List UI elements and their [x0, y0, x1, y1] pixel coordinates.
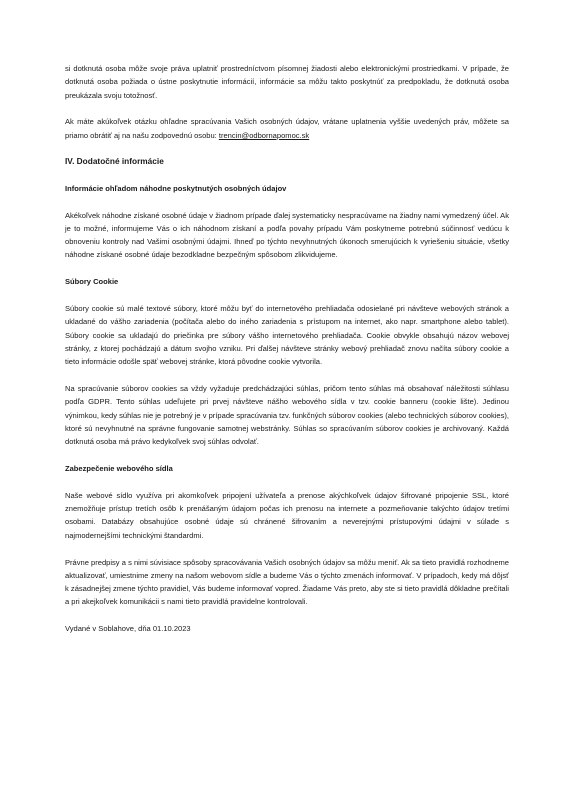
- section-title: IV. Dodatočné informácie: [65, 156, 164, 167]
- contact-text: Ak máte akúkoľvek otázku ohľadne spracúvania Vašich osobných údajov, vrátane uplatnenia vyššie uvedených práv, môžete sa priamo obrátiť aj na našu zodpovednú osobu:: [65, 117, 509, 140]
- cookies-paragraph-1: Súbory cookie sú malé textové súbory, ktoré môžu byť do internetového prehliadača odosielané pri návšteve webových stránok a ukladané do vášho zariadenia (počítača alebo do iného zariadenia s prístupom na internet, ako napr. smartphone alebo tablet). Súbory cookie sa ukladajú do priečinka pre súbory vášho internetového prehliadača. Cookie obvykle obsahujú názov webovej stránky, z ktorej pochádzajú a dátum svojho vzniku. Pri ďalšej návšteve stránky webový prehliadač znovu načíta súbory cookie a tieto informácie odošle späť webovej stránke, ktorá pôvodne cookie vytvorila.: [65, 304, 509, 367]
- document-page: [65, 62, 509, 649]
- issued-date: Vydané v Soblahove, dňa 01.10.2023: [65, 624, 191, 634]
- security-heading: Zabezpečenie webového sídla: [65, 464, 173, 474]
- security-paragraph-1: Naše webové sídlo využíva pri akomkoľvek pripojení užívateľa a prenose akýchkoľvek údajov šifrované pripojenie SSL, ktoré znemožňuje prístup tretích osôb k prenášaným údajom počas ich prenosu na internete a pozmeňovanie takýchto údajov tretími osobami. Databázy obsahujúce osobné údaje sú chránené šifrovaním a neverejnými prístupovými údajmi v súlade s najmodernejšími technickými štandardmi.: [65, 490, 509, 540]
- security-paragraph-2: Právne predpisy a s nimi súvisiace spôsoby spracovávania Vašich osobných údajov sa môžu meniť. Ak sa tieto pravidlá rozhodneme aktualizovať, umiestnime zmeny na našom webovom sídle a budeme Vás o týchto zmenách informovať. V prípadoch, kedy má dôjsť k zásadnejšej zmene týchto pravidiel, Vás budeme informovať vopred. Žiadame Vás preto, aby ste si tieto pravidlá dôkladne prečítali a pri akejkoľvek komunikácii s nami tieto pravidlá pravidelne kontrolovali.: [65, 557, 509, 607]
- accidental-data-heading: Informácie ohľadom náhodne poskytnutých osobných údajov: [65, 183, 287, 193]
- contact-paragraph: [65, 115, 509, 142]
- cookies-heading: Súbory Cookie: [65, 277, 119, 287]
- rights-paragraph: si dotknutá osoba môže svoje práva uplatniť prostredníctvom písomnej žiadosti alebo elektronickými prostriedkami. V prípade, že dotknutá osoba požiada o ústne poskytnutie informácií, informácie sa môžu takto poskytnúť za predpokladu, že dotknutá osoba preukázala svoju totožnosť.: [65, 64, 509, 100]
- contact-email-link[interactable]: trencin@odbornapomoc.sk: [218, 130, 310, 140]
- accidental-data-paragraph: Akékoľvek náhodne získané osobné údaje v žiadnom prípade ďalej systematicky nespracúvame na žiadny nami vymedzený účel. Ak je to možné, informujeme Vás o ich náhodnom získaní a podľa povahy prípadu Vám poskytneme potrebnú súčinnosť vedúcu k obnoveniu kontroly nad Vašimi osobnými údajmi. Ihneď po týchto nevyhnutných úkonoch smerujúcich k vyriešeniu situácie, všetky náhodne získané osobné údaje bezodkladne bezpečným spôsobom zlikvidujeme.: [65, 210, 509, 260]
- cookies-paragraph-2: Na spracúvanie súborov cookies sa vždy vyžaduje predchádzajúci súhlas, pričom tento súhlas má obsahovať náležitosti súhlasu podľa GDPR. Tento súhlas udeľujete pri prvej návšteve nášho webového sídla v tzv. cookie banneru (cookie lište). Jedinou výnimkou, kedy súhlas nie je potrebný je v prípade spracúvania tzv. funkčných súborov cookies (alebo technických súborov cookies), ktoré sú nevyhnutné na správne fungovanie samotnej webstránky. Súhlas so spracúvaním súborov cookies je archivovaný. Každá dotknutá osoba má právo kedykoľvek svoj súhlas odvolať.: [65, 384, 509, 447]
